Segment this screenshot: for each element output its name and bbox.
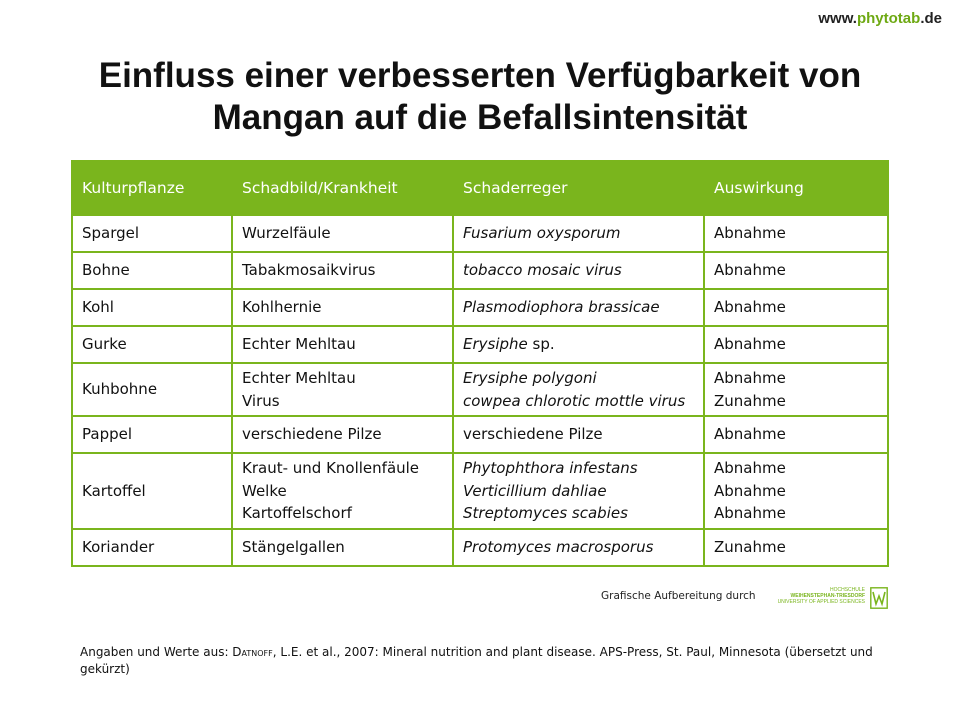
crop-cell: Kartoffel bbox=[72, 453, 232, 529]
table-body bbox=[72, 215, 888, 566]
pathogen-cell bbox=[453, 252, 704, 289]
crop-cell: Kohl bbox=[72, 289, 232, 326]
table-row bbox=[72, 453, 888, 529]
effect-cell bbox=[704, 416, 888, 453]
cell-line: Tabakmosaikvirus bbox=[242, 261, 376, 280]
cell-line: Plasmodiophora brassicae bbox=[463, 298, 660, 317]
source-citation: Angaben und Werte aus: Datnoff, L.E. et al., 2007: Mineral nutrition and plant disease. APS-Press, St. Paul, Minnesota (übersetzt und gekürzt) bbox=[80, 645, 873, 676]
logo-text bbox=[772, 587, 865, 605]
cell-line: Echter Mehltau bbox=[242, 369, 356, 387]
crop-cell: Bohne bbox=[72, 252, 232, 289]
site-name: phytotab bbox=[856, 10, 921, 27]
cell-line: Zunahme bbox=[714, 537, 786, 556]
symptom-cell bbox=[232, 326, 453, 363]
cell-line: Stängelgallen bbox=[242, 537, 345, 556]
header-cell: Schadbild/Krankheit bbox=[232, 161, 453, 215]
cell-line: Abnahme bbox=[714, 261, 786, 280]
cell-line: Phytophthora infestans bbox=[463, 459, 638, 477]
cell-line: Abnahme bbox=[714, 459, 786, 477]
cell-line: Abnahme bbox=[714, 335, 786, 354]
table-row bbox=[72, 252, 888, 289]
crop-cell: Pappel bbox=[72, 416, 232, 453]
crop-cell: Kuhbohne bbox=[72, 363, 232, 416]
cell-line: Wurzelfäule bbox=[242, 224, 331, 243]
university-logo bbox=[772, 586, 888, 612]
symptom-cell bbox=[232, 252, 453, 289]
cell-line: Zunahme bbox=[714, 391, 786, 410]
table-row bbox=[72, 289, 888, 326]
species-abbrev: sp. bbox=[532, 335, 555, 354]
pathogen-cell bbox=[453, 453, 704, 529]
cell-line: Abnahme bbox=[714, 298, 786, 317]
symptom-cell bbox=[232, 363, 453, 416]
cell-line: Fusarium oxysporum bbox=[463, 224, 621, 243]
cell-line: Abnahme bbox=[714, 481, 786, 500]
site-link[interactable] bbox=[818, 10, 942, 27]
logo-line: UNIVERSITY OF APPLIED SCIENCES bbox=[777, 599, 865, 605]
cell-line: Streptomyces scabies bbox=[463, 504, 628, 522]
cell-line: tobacco mosaic virus bbox=[463, 261, 622, 280]
effect-cell bbox=[704, 326, 888, 363]
manganese-table bbox=[71, 160, 889, 567]
cell-line: cowpea chlorotic mottle virus bbox=[463, 391, 686, 410]
site-prefix: www. bbox=[818, 10, 857, 27]
pathogen-cell bbox=[453, 215, 704, 252]
effect-cell bbox=[704, 363, 888, 416]
pathogen-cell bbox=[453, 326, 704, 363]
cell-line: Kartoffelschorf bbox=[242, 504, 352, 522]
cell-line: Kraut- und Knollenfäule bbox=[242, 459, 420, 477]
header-cell: Auswirkung bbox=[704, 161, 888, 215]
symptom-cell bbox=[232, 215, 453, 252]
effect-cell bbox=[704, 215, 888, 252]
table-row bbox=[72, 215, 888, 252]
logo-mark-icon bbox=[870, 587, 888, 609]
header-row bbox=[72, 161, 888, 215]
table-row bbox=[72, 529, 888, 566]
effect-cell bbox=[704, 529, 888, 566]
symptom-cell bbox=[232, 416, 453, 453]
cell-line: Erysiphe polygoni bbox=[463, 369, 597, 387]
cell-line: verschiedene Pilze bbox=[463, 425, 603, 444]
cell-line: Abnahme bbox=[714, 425, 786, 444]
cell-line: Welke bbox=[242, 481, 287, 500]
cell-line: Echter Mehltau bbox=[242, 335, 356, 354]
logo-line: HOCHSCHULE bbox=[829, 587, 865, 593]
table-row bbox=[72, 326, 888, 363]
table-row bbox=[72, 416, 888, 453]
cell-line: Erysiphe sp. bbox=[463, 335, 555, 354]
cell-line: Abnahme bbox=[714, 369, 786, 387]
symptom-cell bbox=[232, 529, 453, 566]
credit-text: Grafische Aufbereitung durch bbox=[601, 590, 756, 602]
cell-line: Kohlhernie bbox=[242, 298, 322, 317]
crop-cell: Spargel bbox=[72, 215, 232, 252]
effect-cell bbox=[704, 289, 888, 326]
site-suffix: .de bbox=[920, 10, 942, 27]
effect-cell bbox=[704, 453, 888, 529]
effect-cell bbox=[704, 252, 888, 289]
cell-line: Verticillium dahliae bbox=[463, 481, 607, 500]
cell-line: Abnahme bbox=[714, 504, 786, 522]
header-cell: Schaderreger bbox=[453, 161, 704, 215]
cell-line: verschiedene Pilze bbox=[242, 425, 382, 444]
crop-cell: Koriander bbox=[72, 529, 232, 566]
symptom-cell bbox=[232, 453, 453, 529]
pathogen-cell bbox=[453, 363, 704, 416]
pathogen-cell bbox=[453, 529, 704, 566]
pathogen-cell bbox=[453, 289, 704, 326]
table-row bbox=[72, 363, 888, 416]
cell-line: Virus bbox=[242, 391, 280, 410]
logo-line: WEIHENSTEPHAN-TRIESDORF bbox=[790, 593, 865, 599]
pathogen-cell bbox=[453, 416, 704, 453]
crop-cell: Gurke bbox=[72, 326, 232, 363]
header-cell: Kulturpflanze bbox=[72, 161, 232, 215]
cell-line: Abnahme bbox=[714, 224, 786, 243]
cell-line: Protomyces macrosporus bbox=[463, 537, 654, 556]
page-title: Einfluss einer verbesserten Verfügbarkeit von Mangan auf die Befallsintensität bbox=[98, 56, 862, 137]
symptom-cell bbox=[232, 289, 453, 326]
